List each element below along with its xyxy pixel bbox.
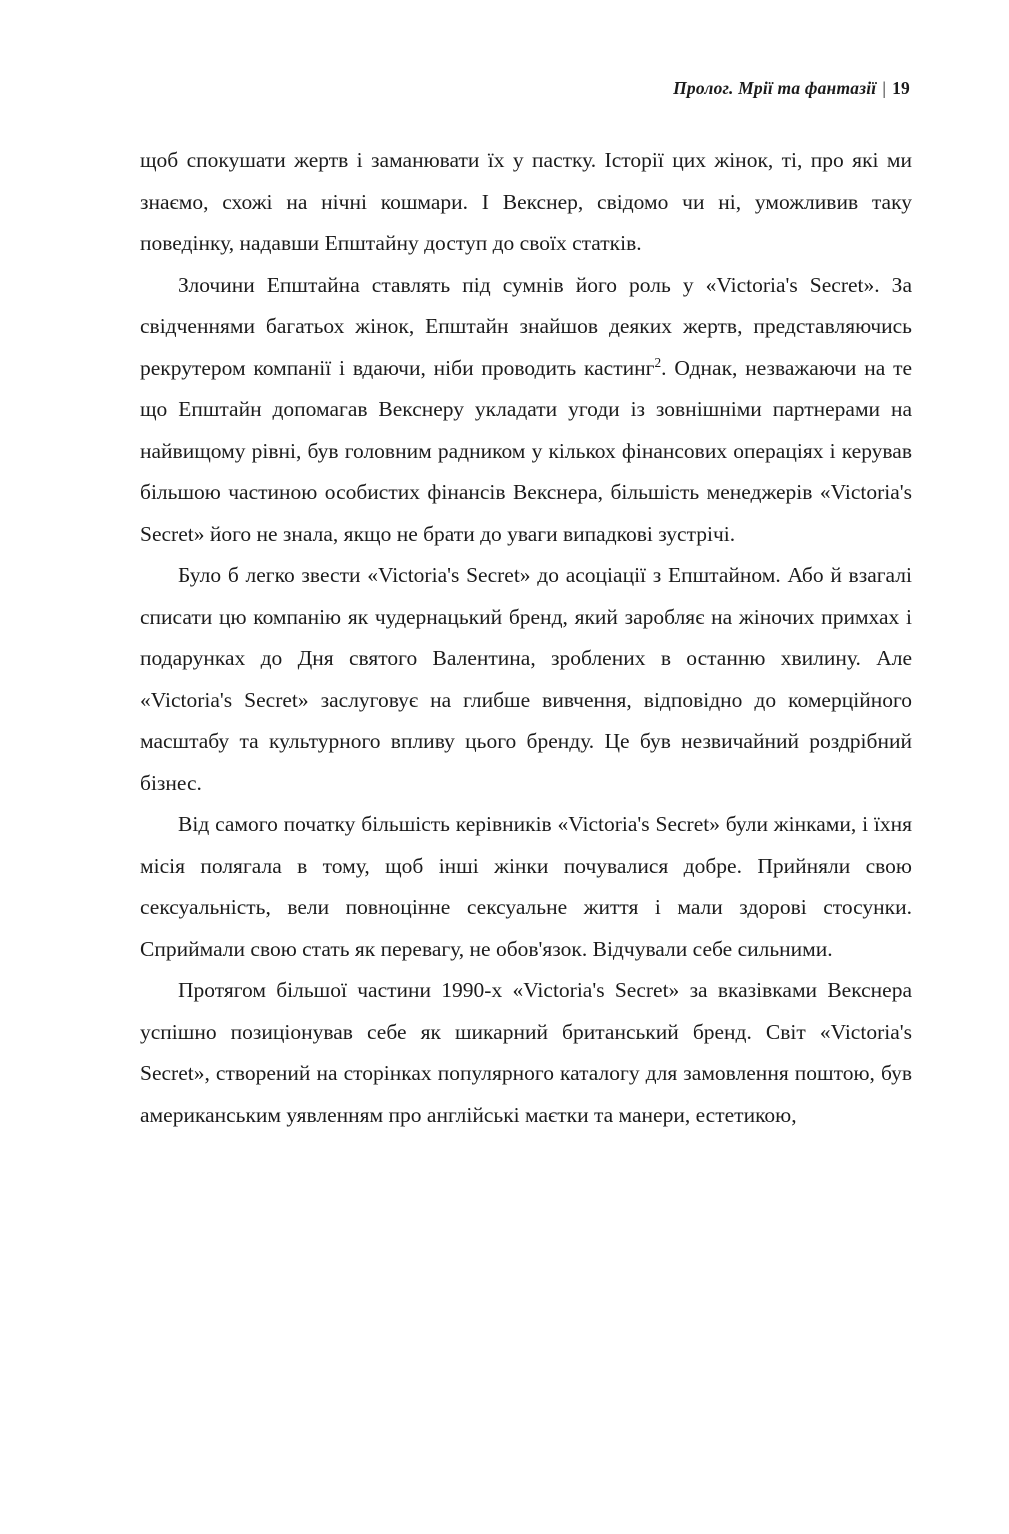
paragraph-5: Протягом більшої частини 1990-х «Victoria's Secret» за вказівками Векснера успішно позиціонував себе як шикарний британський бренд. Світ «Victoria's Secret», створений на сторінках популярного каталогу для замовлення поштою, був американським уявленням про англійські маєтки та манери, естетикою, xyxy=(140,978,912,1127)
paragraph-3: Було б легко звести «Victoria's Secret» до асоціації з Епштайном. Або й взагалі списати цю компанію як чудернацький бренд, який заробляє на жіночих примхах і подарунках до Дня святого Валентина, зроблених в останню хвилину. Але «Victoria's Secret» заслуговує на глибше вивчення, відповідно до комерційного масштабу та культурного впливу цього бренду. Це був незвичайний роздрібний бізнес. xyxy=(140,563,912,795)
running-head-title: Пролог. Мрії та фантазії xyxy=(673,78,877,98)
paragraph-2 xyxy=(140,265,912,556)
paragraph-2-tail: . Однак, незважаючи на те що Епштайн допомагав Векснеру укладати угоди із зовнішніми партнерами на найвищому рівні, був головним радником у кількох фінансових операціях і керував більшою частиною особистих фінансів Векснера, більшість менеджерів «Victoria's Secret» його не знала, якщо не брати до уваги випадкові зустрічі. xyxy=(140,355,913,546)
footnote-marker: 2 xyxy=(654,354,662,370)
running-head xyxy=(140,78,910,99)
running-head-separator: | xyxy=(882,78,887,98)
body-text xyxy=(140,140,912,1136)
paragraph-4: Від самого початку більшість керівників «Victoria's Secret» були жінками, і їхня місія полягала в тому, щоб інші жінки почувалися добре. Прийняли свою сексуальність, вели повноцінне сексуальне життя і мали здорові стосунки. Сприймали свою стать як перевагу, не обов'язок. Відчували себе сильними. xyxy=(140,812,912,961)
paragraph-2-head: Злочини Епштайна ставлять під сумнів його роль у «Victoria's Secret». За свідченнями багатьох жінок, Епштайн знайшов деяких жертв, представляючись рекрутером компанії і вдаючи, ніби проводить кастинг xyxy=(140,272,912,380)
paragraph-1: щоб спокушати жертв і заманювати їх у пастку. Історії цих жінок, ті, про які ми знаємо, схожі на нічні кошмари. І Векснер, свідомо чи ні, уможливив таку поведінку, надавши Епштайну доступ до своїх статків. xyxy=(140,148,912,255)
page-number: 19 xyxy=(892,78,910,98)
